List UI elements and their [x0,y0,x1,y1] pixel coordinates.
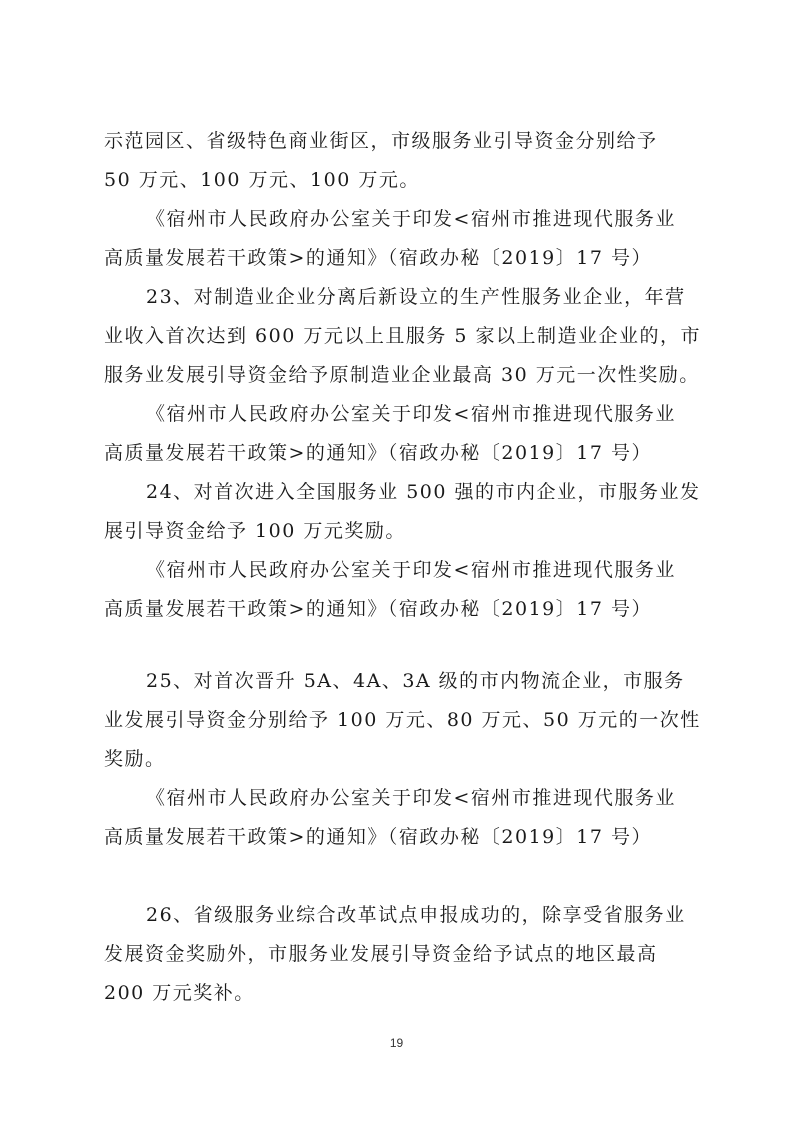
paragraph-line: 26、省级服务业综合改革试点申报成功的，除享受省服务业 [146,904,686,926]
paragraph-line: 业发展引导资金分别给予 100 万元、80 万元、50 万元的一次性 [104,709,701,731]
paragraph-line: 服务业发展引导资金给予原制造业企业最高 30 万元一次性奖励。 [104,364,700,386]
source-citation-line: 《宿州市人民政府办公室关于印发<宿州市推进现代服务业 [146,787,676,809]
source-citation-line: 高质量发展若干政策>的通知》（宿政办秘〔2019〕17 号） [104,826,652,848]
source-citation-line: 高质量发展若干政策>的通知》（宿政办秘〔2019〕17 号） [104,247,652,269]
paragraph-line: 25、对首次晋升 5A、4A、3A 级的市内物流企业，市服务 [146,670,685,692]
source-citation-line: 《宿州市人民政府办公室关于印发<宿州市推进现代服务业 [146,403,676,425]
source-citation-line: 《宿州市人民政府办公室关于印发<宿州市推进现代服务业 [146,208,676,230]
source-citation-line: 《宿州市人民政府办公室关于印发<宿州市推进现代服务业 [146,559,676,581]
paragraph-line: 24、对首次进入全国服务业 500 强的市内企业，市服务业发 [146,481,701,503]
paragraph-line: 50 万元、100 万元、100 万元。 [104,169,420,191]
paragraph-line: 200 万元奖补。 [104,982,255,1004]
paragraph-line: 23、对制造业企业分离后新设立的生产性服务业企业，年营 [146,286,686,308]
page-number: 19 [389,1036,404,1050]
paragraph-line: 发展资金奖励外，市服务业发展引导资金给予试点的地区最高 [104,943,658,965]
source-citation-line: 高质量发展若干政策>的通知》（宿政办秘〔2019〕17 号） [104,598,652,620]
paragraph-line: 示范园区、省级特色商业街区，市级服务业引导资金分别给予 [104,130,658,152]
source-citation-line: 高质量发展若干政策>的通知》（宿政办秘〔2019〕17 号） [104,442,652,464]
paragraph-line: 展引导资金给予 100 万元奖励。 [104,520,406,542]
paragraph-line: 奖励。 [104,748,166,770]
paragraph-line: 业收入首次达到 600 万元以上且服务 5 家以上制造业企业的，市 [104,325,702,347]
